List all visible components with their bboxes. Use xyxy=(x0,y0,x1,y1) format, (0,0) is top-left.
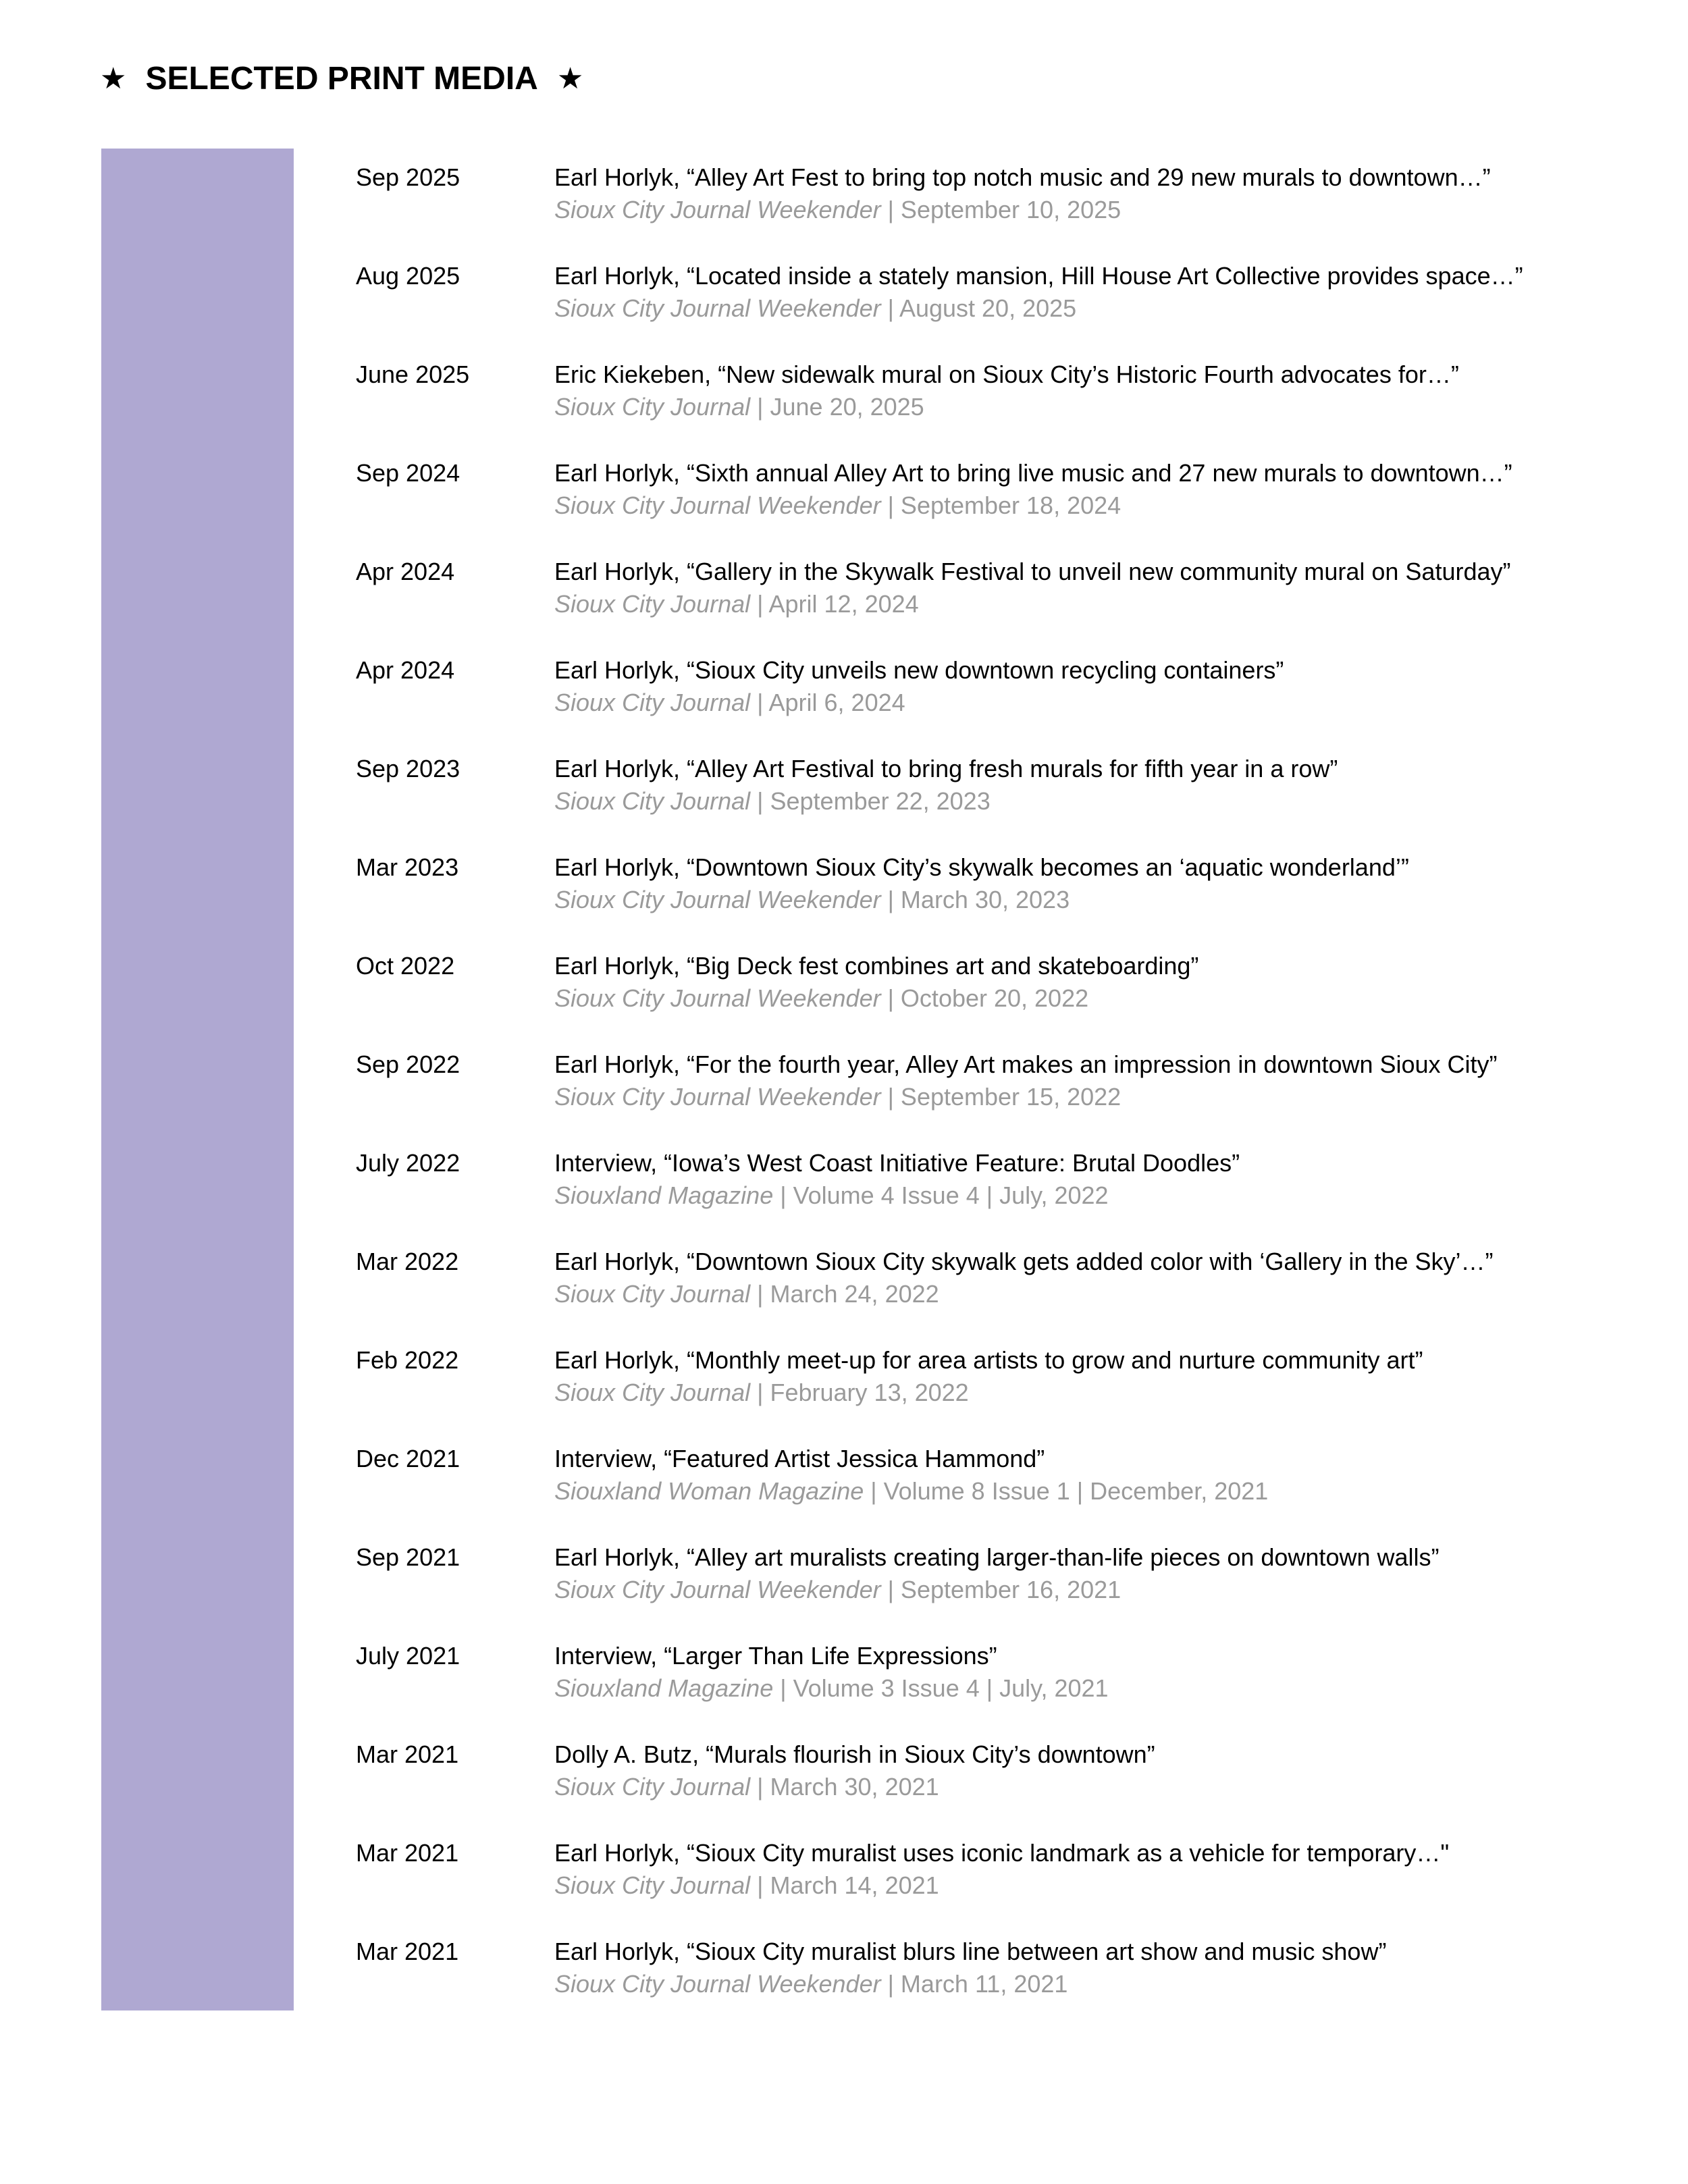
entry-title: Earl Horlyk, “Monthly meet-up for area artists to grow and nurture community art” xyxy=(554,1346,1423,1374)
entry-title: Earl Horlyk, “Sixth annual Alley Art to bring live music and 27 new murals to downtown…” xyxy=(554,459,1512,487)
entry-date: Mar 2021 xyxy=(356,1740,459,1768)
entry-title: Eric Kiekeben, “New sidewalk mural on Sioux City’s Historic Fourth advocates for…” xyxy=(554,361,1459,388)
entry-details: | April 6, 2024 xyxy=(750,689,905,716)
media-entry xyxy=(0,951,1688,1025)
entry-publication: Sioux City Journal Weekender xyxy=(554,886,881,913)
entry-details: | September 16, 2021 xyxy=(880,1576,1122,1603)
entry-publication: Sioux City Journal Weekender xyxy=(554,491,881,519)
entry-publication: Siouxland Woman Magazine xyxy=(554,1477,864,1505)
section-title: SELECTED PRINT MEDIA xyxy=(145,60,538,97)
media-entry xyxy=(0,1838,1688,1912)
entry-publication: Sioux City Journal Weekender xyxy=(554,1576,881,1603)
entry-date: Dec 2021 xyxy=(356,1445,460,1472)
entry-source xyxy=(554,884,1070,915)
media-entry xyxy=(0,359,1688,433)
entry-date: Sep 2025 xyxy=(356,163,460,191)
entry-details: | April 12, 2024 xyxy=(750,590,919,618)
entry-publication: Sioux City Journal xyxy=(554,1773,751,1801)
entry-title: Earl Horlyk, “Downtown Sioux City’s skywalk becomes an ‘aquatic wonderland’” xyxy=(554,853,1409,881)
entry-source xyxy=(554,1476,1268,1507)
entry-date: Feb 2022 xyxy=(356,1346,459,1374)
entry-publication: Sioux City Journal Weekender xyxy=(554,196,881,223)
entry-date: July 2022 xyxy=(356,1149,460,1177)
entry-source xyxy=(554,1082,1121,1113)
entry-source xyxy=(554,194,1121,225)
star-icon: ★ xyxy=(100,61,127,96)
media-entry xyxy=(0,753,1688,828)
entry-title: Interview, “Iowa’s West Coast Initiative Feature: Brutal Doodles” xyxy=(554,1149,1240,1177)
entry-date: Apr 2024 xyxy=(356,558,455,585)
entry-details: | September 22, 2023 xyxy=(750,787,991,815)
entry-details: | September 10, 2025 xyxy=(880,196,1122,223)
entry-title: Earl Horlyk, “For the fourth year, Alley Art makes an impression in downtown Sioux City” xyxy=(554,1050,1498,1078)
entry-publication: Sioux City Journal xyxy=(554,590,751,618)
entry-source xyxy=(554,1279,939,1310)
entry-date: Sep 2022 xyxy=(356,1050,460,1078)
entry-publication: Sioux City Journal xyxy=(554,393,751,421)
media-entry xyxy=(0,458,1688,532)
entry-title: Earl Horlyk, “Big Deck fest combines art and skateboarding” xyxy=(554,952,1199,980)
entry-date: Mar 2021 xyxy=(356,1938,459,1965)
entry-publication: Sioux City Journal Weekender xyxy=(554,1970,881,1998)
media-entry xyxy=(0,1148,1688,1222)
entry-details: | September 18, 2024 xyxy=(880,491,1122,519)
entry-details: | August 20, 2025 xyxy=(880,294,1077,322)
entry-source xyxy=(554,1180,1109,1211)
entry-title: Earl Horlyk, “Sioux City unveils new downtown recycling containers” xyxy=(554,656,1284,684)
entry-publication: Siouxland Magazine xyxy=(554,1674,774,1702)
entry-date: July 2021 xyxy=(356,1642,460,1670)
entry-source xyxy=(554,1969,1067,2000)
entry-title: Interview, “Featured Artist Jessica Hammond” xyxy=(554,1445,1045,1472)
media-entry xyxy=(0,1443,1688,1518)
entry-title: Earl Horlyk, “Sioux City muralist blurs line between art show and music show” xyxy=(554,1938,1387,1965)
entry-date: Mar 2022 xyxy=(356,1248,459,1275)
entry-publication: Sioux City Journal xyxy=(554,787,751,815)
entry-source xyxy=(554,392,924,423)
entry-title: Earl Horlyk, “Downtown Sioux City skywalk gets added color with ‘Gallery in the Sky’…” xyxy=(554,1248,1494,1275)
entry-details: | March 30, 2023 xyxy=(880,886,1070,913)
entry-source xyxy=(554,786,991,817)
entry-title: Earl Horlyk, “Alley Art Festival to bring fresh murals for fifth year in a row” xyxy=(554,755,1338,782)
entry-title: Earl Horlyk, “Sioux City muralist uses iconic landmark as a vehicle for temporary…" xyxy=(554,1839,1450,1867)
entry-details: | March 14, 2021 xyxy=(750,1871,939,1899)
media-entry xyxy=(0,1936,1688,2010)
entry-publication: Sioux City Journal Weekender xyxy=(554,1083,881,1111)
media-entry xyxy=(0,655,1688,729)
entry-publication: Sioux City Journal Weekender xyxy=(554,294,881,322)
entry-date: Oct 2022 xyxy=(356,952,455,980)
media-entry xyxy=(0,556,1688,631)
entry-date: Mar 2021 xyxy=(356,1839,459,1867)
entry-date: Sep 2024 xyxy=(356,459,460,487)
entry-source xyxy=(554,490,1121,521)
entry-date: Sep 2021 xyxy=(356,1543,460,1571)
media-entry xyxy=(0,1345,1688,1419)
entry-details: | March 30, 2021 xyxy=(750,1773,939,1801)
entry-title: Dolly A. Butz, “Murals flourish in Sioux City’s downtown” xyxy=(554,1740,1155,1768)
media-entry xyxy=(0,852,1688,926)
entry-date: Apr 2024 xyxy=(356,656,455,684)
entry-publication: Sioux City Journal xyxy=(554,689,751,716)
media-entry xyxy=(0,1542,1688,1616)
section-heading xyxy=(100,57,583,100)
entry-publication: Sioux City Journal Weekender xyxy=(554,984,881,1012)
entry-details: | Volume 8 Issue 1 | December, 2021 xyxy=(864,1477,1269,1505)
entry-date: Aug 2025 xyxy=(356,262,460,290)
entry-source xyxy=(554,1377,969,1408)
entry-details: | March 24, 2022 xyxy=(750,1280,939,1308)
entry-source xyxy=(554,687,905,718)
entry-source xyxy=(554,1870,939,1901)
entry-details: | March 11, 2021 xyxy=(880,1970,1068,1998)
entry-publication: Sioux City Journal xyxy=(554,1280,751,1308)
entry-title: Earl Horlyk, “Alley art muralists creating larger-than-life pieces on downtown walls” xyxy=(554,1543,1440,1571)
media-entry xyxy=(0,1049,1688,1123)
entry-details: | September 15, 2022 xyxy=(880,1083,1122,1111)
entry-source xyxy=(554,983,1088,1014)
entry-title: Interview, “Larger Than Life Expressions” xyxy=(554,1642,997,1670)
entry-source xyxy=(554,1673,1109,1704)
entry-details: | Volume 3 Issue 4 | July, 2021 xyxy=(773,1674,1109,1702)
media-entry xyxy=(0,1246,1688,1321)
entry-publication: Siouxland Magazine xyxy=(554,1181,774,1209)
entry-publication: Sioux City Journal xyxy=(554,1379,751,1406)
entry-publication: Sioux City Journal xyxy=(554,1871,751,1899)
entry-source xyxy=(554,589,919,620)
star-icon: ★ xyxy=(556,61,584,96)
entry-date: Mar 2023 xyxy=(356,853,459,881)
entry-date: June 2025 xyxy=(356,361,470,388)
media-entry xyxy=(0,162,1688,236)
entry-details: | February 13, 2022 xyxy=(750,1379,969,1406)
entry-title: Earl Horlyk, “Alley Art Fest to bring top notch music and 29 new murals to downtown…” xyxy=(554,163,1491,191)
entry-title: Earl Horlyk, “Located inside a stately mansion, Hill House Art Collective provides space…” xyxy=(554,262,1523,290)
entry-source xyxy=(554,1772,939,1803)
entry-details: | June 20, 2025 xyxy=(750,393,924,421)
entry-source xyxy=(554,1574,1121,1605)
media-entry xyxy=(0,1739,1688,1813)
media-entry xyxy=(0,261,1688,335)
entry-date: Sep 2023 xyxy=(356,755,460,782)
entry-details: | Volume 4 Issue 4 | July, 2022 xyxy=(773,1181,1109,1209)
media-entry xyxy=(0,1641,1688,1715)
entry-details: | October 20, 2022 xyxy=(880,984,1089,1012)
entry-source xyxy=(554,293,1076,324)
entry-title: Earl Horlyk, “Gallery in the Skywalk Festival to unveil new community mural on Saturday” xyxy=(554,558,1511,585)
